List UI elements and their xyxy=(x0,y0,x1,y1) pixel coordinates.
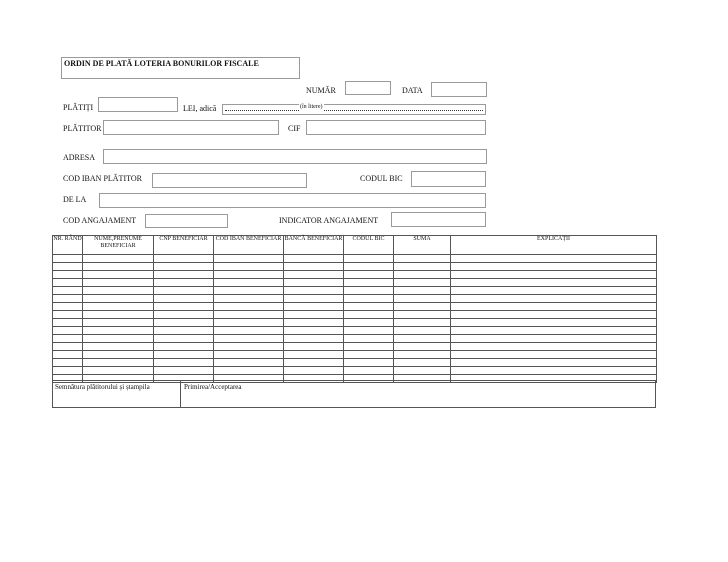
codul-bic-field[interactable] xyxy=(411,171,486,187)
table-row xyxy=(53,343,657,351)
table-cell[interactable] xyxy=(83,367,154,375)
col-cod-iban: COD IBAN BENEFICIAR xyxy=(214,236,284,255)
table-cell[interactable] xyxy=(214,311,284,319)
col-codul-bic: CODUL BIC xyxy=(344,236,394,255)
table-cell[interactable] xyxy=(83,343,154,351)
table-cell[interactable] xyxy=(394,327,451,335)
table-cell[interactable] xyxy=(53,311,83,319)
table-cell[interactable] xyxy=(344,271,394,279)
table-cell[interactable] xyxy=(284,263,344,271)
table-cell[interactable] xyxy=(344,319,394,327)
table-row xyxy=(53,263,657,271)
table-cell[interactable] xyxy=(344,367,394,375)
table-cell[interactable] xyxy=(284,311,344,319)
table-cell[interactable] xyxy=(53,303,83,311)
table-cell[interactable] xyxy=(394,271,451,279)
signature-area xyxy=(52,380,656,408)
form-title: ORDIN DE PLATĂ LOTERIA BONURILOR FISCALE xyxy=(64,59,259,68)
table-cell[interactable] xyxy=(451,351,657,359)
table-cell[interactable] xyxy=(451,279,657,287)
table-cell[interactable] xyxy=(284,367,344,375)
iban-platitor-label: COD IBAN PLĂTITOR xyxy=(63,174,142,183)
table-body xyxy=(53,255,657,383)
cod-angajament-label: COD ANGAJAMENT xyxy=(63,216,137,225)
table-cell[interactable] xyxy=(214,367,284,375)
table-cell[interactable] xyxy=(394,367,451,375)
table-row xyxy=(53,295,657,303)
table-cell[interactable] xyxy=(214,255,284,263)
table-cell[interactable] xyxy=(451,319,657,327)
table-cell[interactable] xyxy=(451,343,657,351)
table-cell[interactable] xyxy=(451,335,657,343)
table-row xyxy=(53,351,657,359)
table-cell[interactable] xyxy=(154,255,214,263)
table-cell[interactable] xyxy=(83,287,154,295)
table-cell[interactable] xyxy=(214,319,284,327)
table-cell[interactable] xyxy=(154,271,214,279)
table-cell[interactable] xyxy=(344,295,394,303)
numar-field[interactable] xyxy=(345,81,391,95)
table-cell[interactable] xyxy=(451,255,657,263)
table-cell[interactable] xyxy=(214,335,284,343)
table-cell[interactable] xyxy=(53,319,83,327)
table-cell[interactable] xyxy=(451,327,657,335)
table-cell[interactable] xyxy=(284,295,344,303)
table-cell[interactable] xyxy=(394,279,451,287)
table-cell[interactable] xyxy=(394,263,451,271)
table-cell[interactable] xyxy=(214,295,284,303)
table-cell[interactable] xyxy=(53,279,83,287)
table-cell[interactable] xyxy=(214,327,284,335)
table-cell[interactable] xyxy=(53,367,83,375)
cif-field[interactable] xyxy=(306,120,486,135)
table-cell[interactable] xyxy=(53,359,83,367)
col-cnp: CNP BENEFICIAR xyxy=(154,236,214,255)
table-cell[interactable] xyxy=(83,359,154,367)
table-cell[interactable] xyxy=(394,287,451,295)
table-row xyxy=(53,335,657,343)
table-cell[interactable] xyxy=(214,263,284,271)
semnatura-label: Semnătura plătitorului și ștampila xyxy=(55,383,150,391)
table-cell[interactable] xyxy=(451,303,657,311)
table-row xyxy=(53,311,657,319)
adresa-field[interactable] xyxy=(103,149,487,164)
table-cell[interactable] xyxy=(214,303,284,311)
table-cell[interactable] xyxy=(83,327,154,335)
table-cell[interactable] xyxy=(284,319,344,327)
table-cell[interactable] xyxy=(83,271,154,279)
table-cell[interactable] xyxy=(154,343,214,351)
signature-divider xyxy=(180,381,181,407)
table-cell[interactable] xyxy=(451,367,657,375)
table-cell[interactable] xyxy=(394,359,451,367)
table-row xyxy=(53,255,657,263)
table-cell[interactable] xyxy=(344,351,394,359)
table-cell[interactable] xyxy=(394,255,451,263)
indicator-angajament-field[interactable] xyxy=(391,212,486,227)
table-cell[interactable] xyxy=(451,263,657,271)
table-cell[interactable] xyxy=(83,303,154,311)
table-cell[interactable] xyxy=(53,271,83,279)
col-nr-rand: NR. RÂND xyxy=(53,236,83,255)
table-cell[interactable] xyxy=(83,311,154,319)
platiti-label: PLĂTIȚI xyxy=(63,103,94,112)
table-cell[interactable] xyxy=(284,327,344,335)
table-cell[interactable] xyxy=(214,271,284,279)
table-cell[interactable] xyxy=(344,255,394,263)
table-cell[interactable] xyxy=(284,343,344,351)
in-litere-hint: (în litere) xyxy=(300,104,323,110)
table-row xyxy=(53,303,657,311)
indicator-angajament-label: INDICATOR ANGAJAMENT xyxy=(279,216,379,225)
cif-label: CIF xyxy=(288,124,301,133)
table-cell[interactable] xyxy=(344,287,394,295)
table-cell[interactable] xyxy=(53,263,83,271)
table-cell[interactable] xyxy=(344,343,394,351)
table-cell[interactable] xyxy=(394,335,451,343)
adresa-label: ADRESA xyxy=(63,153,96,162)
cod-angajament-field[interactable] xyxy=(145,214,228,228)
table-cell[interactable] xyxy=(83,351,154,359)
table-cell[interactable] xyxy=(451,271,657,279)
table-cell[interactable] xyxy=(53,335,83,343)
beneficiari-table xyxy=(52,235,657,383)
table-cell[interactable] xyxy=(344,279,394,287)
numar-label: NUMĂR xyxy=(306,86,336,95)
table-cell[interactable] xyxy=(154,367,214,375)
table-cell[interactable] xyxy=(451,359,657,367)
table-row xyxy=(53,287,657,295)
table-cell[interactable] xyxy=(214,279,284,287)
data-label: DATA xyxy=(402,86,423,95)
table-cell[interactable] xyxy=(344,359,394,367)
table-cell[interactable] xyxy=(154,295,214,303)
table-cell[interactable] xyxy=(154,279,214,287)
table-cell[interactable] xyxy=(83,335,154,343)
table-cell[interactable] xyxy=(214,359,284,367)
table-cell[interactable] xyxy=(53,351,83,359)
de-la-field[interactable] xyxy=(99,193,486,208)
table-cell[interactable] xyxy=(154,359,214,367)
table-header-row xyxy=(53,236,657,255)
table-cell[interactable] xyxy=(451,295,657,303)
lei-label: LEI, adică xyxy=(183,104,217,113)
platitor-field[interactable] xyxy=(103,120,279,135)
col-nume-prenume: NUME,PRENUME BENEFICIAR xyxy=(83,236,154,255)
table-cell[interactable] xyxy=(154,303,214,311)
table-cell[interactable] xyxy=(284,351,344,359)
table-cell[interactable] xyxy=(394,351,451,359)
table-cell[interactable] xyxy=(83,263,154,271)
table-cell[interactable] xyxy=(344,263,394,271)
table-cell[interactable] xyxy=(83,255,154,263)
table-cell[interactable] xyxy=(83,295,154,303)
lei-litere-field[interactable] xyxy=(222,104,486,115)
table-cell[interactable] xyxy=(214,287,284,295)
table-cell[interactable] xyxy=(284,271,344,279)
table-cell[interactable] xyxy=(154,319,214,327)
table-cell[interactable] xyxy=(53,295,83,303)
table-cell[interactable] xyxy=(53,255,83,263)
table-cell[interactable] xyxy=(53,343,83,351)
de-la-label: DE LA xyxy=(63,195,87,204)
iban-platitor-field[interactable] xyxy=(152,173,307,188)
table-cell[interactable] xyxy=(284,279,344,287)
table-cell[interactable] xyxy=(154,263,214,271)
table-cell[interactable] xyxy=(214,351,284,359)
platiti-field[interactable] xyxy=(98,97,178,112)
col-banca: BANCĂ BENEFICIAR xyxy=(284,236,344,255)
table-row xyxy=(53,367,657,375)
table-cell[interactable] xyxy=(394,303,451,311)
table-cell[interactable] xyxy=(83,279,154,287)
table-cell[interactable] xyxy=(344,335,394,343)
title-box xyxy=(61,57,300,79)
table-cell[interactable] xyxy=(451,287,657,295)
table-cell[interactable] xyxy=(154,327,214,335)
table-cell[interactable] xyxy=(284,303,344,311)
table-row xyxy=(53,359,657,367)
col-suma: SUMA xyxy=(394,236,451,255)
table-cell[interactable] xyxy=(284,335,344,343)
table-cell[interactable] xyxy=(154,335,214,343)
primirea-label: Primirea/Acceptarea xyxy=(184,383,242,391)
table-cell[interactable] xyxy=(344,303,394,311)
table-row xyxy=(53,319,657,327)
table-cell[interactable] xyxy=(53,287,83,295)
table-cell[interactable] xyxy=(284,255,344,263)
table-cell[interactable] xyxy=(284,359,344,367)
table-cell[interactable] xyxy=(154,351,214,359)
data-field[interactable] xyxy=(431,82,487,97)
table-cell[interactable] xyxy=(53,327,83,335)
table-cell[interactable] xyxy=(451,311,657,319)
table-cell[interactable] xyxy=(214,343,284,351)
table-cell[interactable] xyxy=(344,311,394,319)
table-cell[interactable] xyxy=(154,311,214,319)
table-cell[interactable] xyxy=(394,311,451,319)
table-cell[interactable] xyxy=(154,287,214,295)
table-cell[interactable] xyxy=(344,327,394,335)
table-cell[interactable] xyxy=(83,319,154,327)
table-cell[interactable] xyxy=(394,319,451,327)
table-row xyxy=(53,327,657,335)
table-row xyxy=(53,279,657,287)
table-row xyxy=(53,271,657,279)
col-explicatii: EXPLICAȚII xyxy=(451,236,657,255)
table-cell[interactable] xyxy=(284,287,344,295)
table-cell[interactable] xyxy=(394,343,451,351)
platitor-label: PLĂTITOR xyxy=(63,124,102,133)
dotted-line xyxy=(225,110,483,111)
codul-bic-label: CODUL BIC xyxy=(360,174,403,183)
table-cell[interactable] xyxy=(394,295,451,303)
